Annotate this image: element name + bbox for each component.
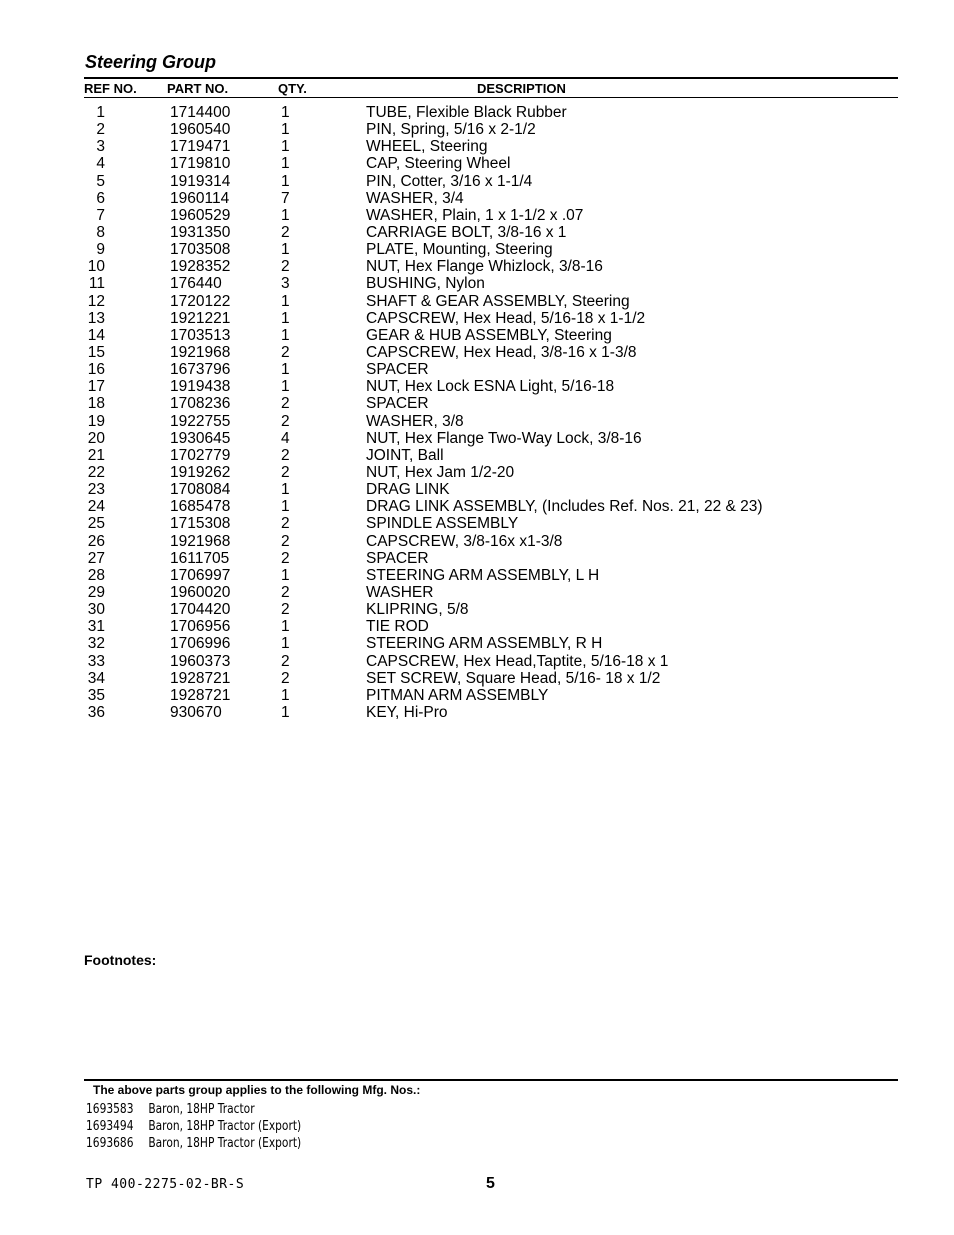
- column-header-description: DESCRIPTION: [477, 81, 566, 96]
- table-row: [0, 413, 954, 430]
- description-cell: STEERING ARM ASSEMBLY, R H: [366, 635, 603, 653]
- table-row: [0, 241, 954, 258]
- qty-cell: 7: [281, 189, 290, 207]
- ref-no-cell: 31: [87, 618, 105, 636]
- table-row: [0, 687, 954, 704]
- ref-no-cell: 23: [87, 481, 105, 499]
- description-cell: CARRIAGE BOLT, 3/8-16 x 1: [366, 223, 567, 241]
- part-no-cell: 1960540: [170, 121, 231, 139]
- qty-cell: 1: [281, 686, 290, 704]
- ref-no-cell: 14: [87, 326, 105, 344]
- mfg-number: 1693686: [86, 1136, 134, 1151]
- column-header-part: PART NO.: [167, 81, 229, 96]
- header-rule-right: [743, 97, 898, 98]
- table-row: [0, 344, 954, 361]
- part-no-cell: 1715308: [170, 515, 231, 533]
- table-row: [0, 653, 954, 670]
- table-row: [0, 704, 954, 721]
- table-row: [0, 635, 954, 652]
- part-no-cell: 1919438: [170, 378, 231, 396]
- table-row: [0, 190, 954, 207]
- part-no-cell: 1719810: [170, 155, 231, 173]
- ref-no-cell: 5: [96, 172, 105, 190]
- mfg-name: Baron, 18HP Tractor (Export): [148, 1119, 302, 1134]
- table-row: [0, 138, 954, 155]
- ref-no-cell: 20: [87, 429, 105, 447]
- table-row: [0, 173, 954, 190]
- mfg-name: Baron, 18HP Tractor: [148, 1102, 255, 1117]
- document-id: TP 400-2275-02-BR-S: [86, 1177, 245, 1192]
- description-cell: SHAFT & GEAR ASSEMBLY, Steering: [366, 292, 630, 310]
- ref-no-cell: 6: [96, 189, 105, 207]
- part-no-cell: 1928721: [170, 686, 231, 704]
- ref-no-cell: 11: [88, 275, 105, 293]
- table-row: [0, 378, 954, 395]
- table-row: [0, 258, 954, 275]
- part-no-cell: 1921968: [170, 532, 231, 550]
- table-row: [0, 464, 954, 481]
- qty-cell: 2: [281, 515, 290, 533]
- ref-no-cell: 1: [96, 104, 105, 121]
- mfg-name: Baron, 18HP Tractor (Export): [148, 1136, 302, 1151]
- description-cell: GEAR & HUB ASSEMBLY, Steering: [366, 326, 612, 344]
- part-no-cell: 1720122: [170, 292, 231, 310]
- ref-no-cell: 4: [96, 155, 105, 173]
- description-cell: NUT, Hex Flange Two-Way Lock, 3/8-16: [366, 429, 642, 447]
- table-row: [0, 481, 954, 498]
- table-row: [0, 498, 954, 515]
- description-cell: WASHER, Plain, 1 x 1-1/2 x .07: [366, 206, 584, 224]
- table-row: [0, 395, 954, 412]
- description-cell: PLATE, Mounting, Steering: [366, 241, 553, 259]
- part-no-cell: 930670: [170, 703, 222, 721]
- part-no-cell: 1673796: [170, 361, 231, 379]
- ref-no-cell: 10: [87, 258, 105, 276]
- description-cell: WASHER, 3/4: [366, 189, 464, 207]
- mfg-row: [86, 1136, 301, 1151]
- table-row: [0, 618, 954, 635]
- qty-cell: 2: [281, 258, 290, 276]
- description-cell: KLIPRING, 5/8: [366, 601, 469, 619]
- ref-no-cell: 35: [87, 686, 105, 704]
- ref-no-cell: 18: [87, 395, 105, 413]
- table-row: [0, 275, 954, 292]
- part-no-cell: 1719471: [170, 138, 231, 156]
- description-cell: DRAG LINK ASSEMBLY, (Includes Ref. Nos. 21, 22 & 23): [366, 498, 763, 516]
- qty-cell: 1: [281, 155, 290, 173]
- ref-no-cell: 33: [87, 652, 105, 670]
- mfg-row: [86, 1119, 301, 1134]
- ref-no-cell: 32: [87, 635, 105, 653]
- qty-cell: 1: [281, 618, 290, 636]
- qty-cell: 2: [281, 532, 290, 550]
- qty-cell: 2: [281, 669, 290, 687]
- ref-no-cell: 27: [87, 549, 105, 567]
- table-row: [0, 430, 954, 447]
- qty-cell: 1: [281, 172, 290, 190]
- table-row: [0, 224, 954, 241]
- part-no-cell: 1703513: [170, 326, 231, 344]
- part-no-cell: 1919314: [170, 172, 231, 190]
- qty-cell: 2: [281, 446, 290, 464]
- table-row: [0, 447, 954, 464]
- table-row: [0, 155, 954, 172]
- part-no-cell: 1706956: [170, 618, 231, 636]
- part-no-cell: 1928721: [170, 669, 231, 687]
- ref-no-cell: 2: [96, 121, 105, 139]
- description-cell: NUT, Hex Flange Whizlock, 3/8-16: [366, 258, 603, 276]
- ref-no-cell: 8: [96, 223, 105, 241]
- ref-no-cell: 15: [87, 343, 105, 361]
- qty-cell: 2: [281, 601, 290, 619]
- table-row: [0, 121, 954, 138]
- table-row: [0, 515, 954, 532]
- table-row: [0, 550, 954, 567]
- qty-cell: 1: [281, 309, 290, 327]
- description-cell: SPACER: [366, 549, 429, 567]
- part-no-cell: 1706996: [170, 635, 231, 653]
- description-cell: SPACER: [366, 395, 429, 413]
- table-row: [0, 361, 954, 378]
- description-cell: CAPSCREW, 3/8-16x x1-3/8: [366, 532, 563, 550]
- top-rule: [84, 77, 898, 79]
- ref-no-cell: 12: [87, 292, 105, 310]
- qty-cell: 2: [281, 583, 290, 601]
- description-cell: TIE ROD: [366, 618, 429, 636]
- qty-cell: 2: [281, 463, 290, 481]
- mfg-row: [86, 1102, 255, 1117]
- qty-cell: 1: [281, 121, 290, 139]
- table-row: [0, 310, 954, 327]
- qty-cell: 2: [281, 343, 290, 361]
- description-cell: NUT, Hex Jam 1/2-20: [366, 463, 515, 481]
- ref-no-cell: 13: [87, 309, 105, 327]
- qty-cell: 1: [281, 703, 290, 721]
- part-no-cell: 1921968: [170, 343, 231, 361]
- part-no-cell: 1922755: [170, 412, 231, 430]
- table-row: [0, 327, 954, 344]
- column-header-qty: QTY.: [278, 81, 307, 96]
- part-no-cell: 176440: [170, 275, 222, 293]
- part-no-cell: 1714400: [170, 104, 231, 121]
- description-cell: CAPSCREW, Hex Head, 3/8-16 x 1-3/8: [366, 343, 637, 361]
- parts-table: [0, 104, 954, 721]
- mfg-number: 1693494: [86, 1119, 134, 1134]
- page-title: Steering Group: [85, 52, 217, 72]
- qty-cell: 2: [281, 549, 290, 567]
- ref-no-cell: 17: [87, 378, 105, 396]
- qty-cell: 1: [281, 481, 290, 499]
- qty-cell: 1: [281, 361, 290, 379]
- ref-no-cell: 21: [87, 446, 105, 464]
- description-cell: CAPSCREW, Hex Head,Taptite, 5/16-18 x 1: [366, 652, 669, 670]
- applies-note: The above parts group applies to the following Mfg. Nos.:: [93, 1083, 421, 1097]
- description-cell: SPINDLE ASSEMBLY: [366, 515, 519, 533]
- part-no-cell: 1708084: [170, 481, 231, 499]
- description-cell: DRAG LINK: [366, 481, 450, 499]
- qty-cell: 2: [281, 652, 290, 670]
- part-no-cell: 1611705: [170, 549, 230, 567]
- bottom-rule: [84, 1079, 898, 1081]
- ref-no-cell: 7: [96, 206, 105, 224]
- mfg-number: 1693583: [86, 1102, 134, 1117]
- description-cell: CAPSCREW, Hex Head, 5/16-18 x 1-1/2: [366, 309, 646, 327]
- qty-cell: 1: [281, 241, 290, 259]
- description-cell: SET SCREW, Square Head, 5/16- 18 x 1/2: [366, 669, 661, 687]
- ref-no-cell: 29: [87, 583, 105, 601]
- table-row: [0, 584, 954, 601]
- description-cell: KEY, Hi-Pro: [366, 703, 448, 721]
- table-row: [0, 601, 954, 618]
- header-rule: [84, 97, 806, 98]
- table-row: [0, 670, 954, 687]
- qty-cell: 2: [281, 395, 290, 413]
- qty-cell: 1: [281, 292, 290, 310]
- ref-no-cell: 24: [87, 498, 105, 516]
- description-cell: BUSHING, Nylon: [366, 275, 485, 293]
- part-no-cell: 1960114: [170, 189, 230, 207]
- ref-no-cell: 9: [96, 241, 105, 259]
- qty-cell: 1: [281, 104, 290, 121]
- qty-cell: 1: [281, 635, 290, 653]
- description-cell: NUT, Hex Lock ESNA Light, 5/16-18: [366, 378, 615, 396]
- qty-cell: 1: [281, 206, 290, 224]
- qty-cell: 2: [281, 412, 290, 430]
- part-no-cell: 1708236: [170, 395, 231, 413]
- part-no-cell: 1703508: [170, 241, 231, 259]
- ref-no-cell: 30: [87, 601, 105, 619]
- part-no-cell: 1685478: [170, 498, 231, 516]
- table-row: [0, 567, 954, 584]
- part-no-cell: 1706997: [170, 566, 231, 584]
- ref-no-cell: 36: [87, 703, 105, 721]
- description-cell: WASHER: [366, 583, 434, 601]
- part-no-cell: 1960373: [170, 652, 231, 670]
- part-no-cell: 1960020: [170, 583, 231, 601]
- column-header-ref: REF NO.: [84, 81, 137, 96]
- qty-cell: 3: [281, 275, 290, 293]
- part-no-cell: 1928352: [170, 258, 231, 276]
- ref-no-cell: 34: [87, 669, 105, 687]
- description-cell: JOINT, Ball: [366, 446, 444, 464]
- part-no-cell: 1702779: [170, 446, 231, 464]
- footnotes-label: Footnotes:: [84, 952, 157, 968]
- description-cell: PIN, Cotter, 3/16 x 1-1/4: [366, 172, 533, 190]
- description-cell: PIN, Spring, 5/16 x 2-1/2: [366, 121, 536, 139]
- description-cell: CAP, Steering Wheel: [366, 155, 511, 173]
- ref-no-cell: 16: [87, 361, 105, 379]
- qty-cell: 1: [281, 138, 290, 156]
- ref-no-cell: 25: [87, 515, 105, 533]
- ref-no-cell: 22: [87, 463, 105, 481]
- part-no-cell: 1704420: [170, 601, 231, 619]
- table-row: [0, 207, 954, 224]
- table-row: [0, 533, 954, 550]
- qty-cell: 1: [281, 326, 290, 344]
- part-no-cell: 1930645: [170, 429, 231, 447]
- part-no-cell: 1960529: [170, 206, 231, 224]
- qty-cell: 4: [281, 429, 290, 447]
- description-cell: STEERING ARM ASSEMBLY, L H: [366, 566, 600, 584]
- page-number: 5: [486, 1175, 495, 1192]
- ref-no-cell: 19: [87, 412, 105, 430]
- ref-no-cell: 28: [87, 566, 105, 584]
- qty-cell: 1: [281, 498, 290, 516]
- qty-cell: 1: [281, 378, 290, 396]
- qty-cell: 2: [281, 223, 290, 241]
- table-row: [0, 104, 954, 121]
- part-no-cell: 1919262: [170, 463, 231, 481]
- part-no-cell: 1921221: [170, 309, 231, 327]
- description-cell: WHEEL, Steering: [366, 138, 488, 156]
- description-cell: TUBE, Flexible Black Rubber: [366, 104, 567, 121]
- qty-cell: 1: [281, 566, 290, 584]
- table-row: [0, 293, 954, 310]
- description-cell: PITMAN ARM ASSEMBLY: [366, 686, 549, 704]
- description-cell: SPACER: [366, 361, 429, 379]
- ref-no-cell: 3: [96, 138, 105, 156]
- description-cell: WASHER, 3/8: [366, 412, 464, 430]
- part-no-cell: 1931350: [170, 223, 231, 241]
- ref-no-cell: 26: [87, 532, 105, 550]
